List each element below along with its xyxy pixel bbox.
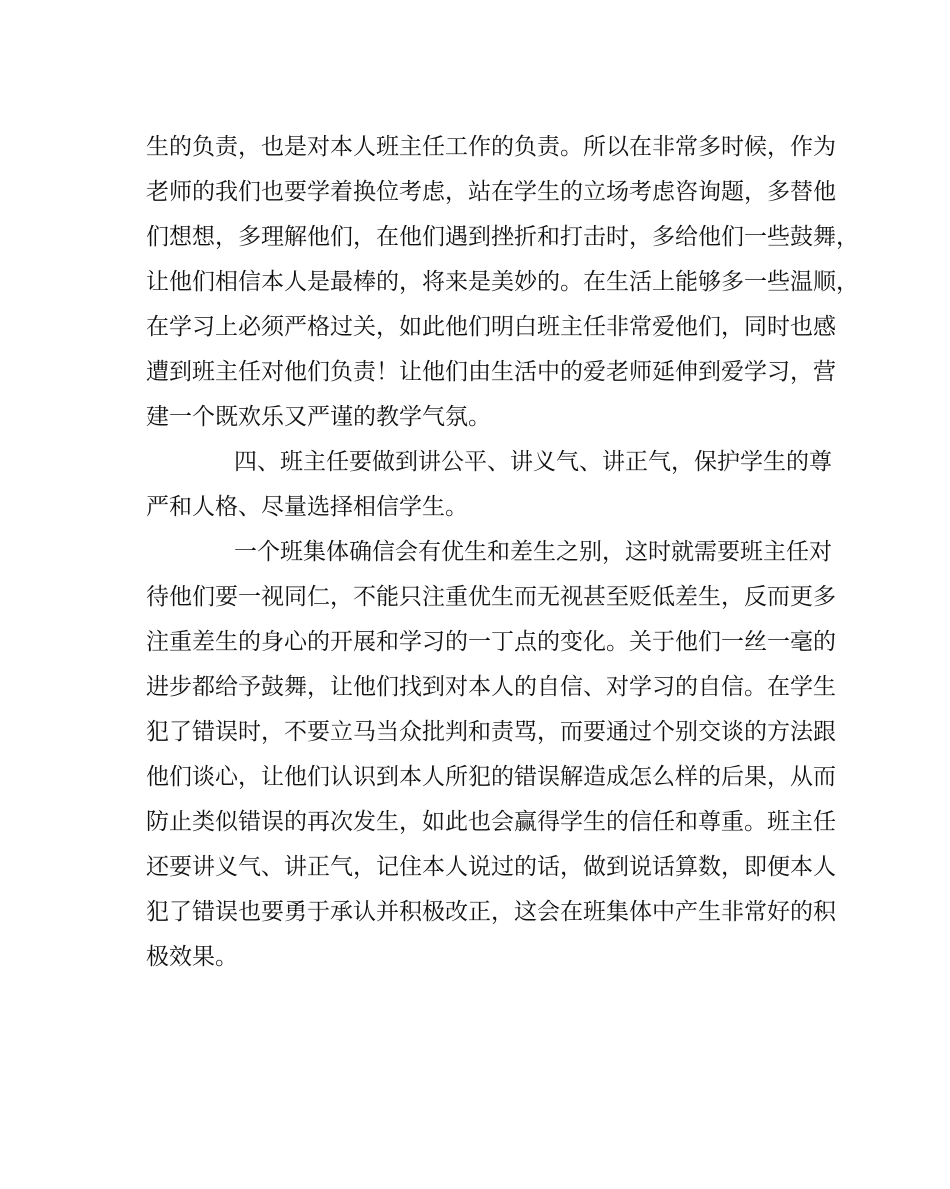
document-body (146, 125, 859, 980)
text-line: 遭到班主任对他们负责！让他们由生活中的爱老师延伸到爱学习，营 (146, 359, 836, 385)
text-line: 严和人格、尽量选择相信学生。 (146, 494, 468, 520)
text-line: 四、班主任要做到讲公平、讲义气、讲正气，保护学生的尊 (234, 449, 832, 475)
text-line: 犯了错误也要勇于承认并积极改正，这会在班集体中产生非常好的积 (146, 899, 836, 925)
text-line: 生的负责，也是对本人班主任工作的负责。所以在非常多时候，作为 (146, 134, 836, 160)
text-line: 注重差生的身心的开展和学习的一丁点的变化。关于他们一丝一毫的 (146, 629, 836, 655)
text-line: 在学习上必须严格过关，如此他们明白班主任非常爱他们，同时也感 (146, 314, 836, 340)
text-line: 们想想，多理解他们，在他们遇到挫折和打击时，多给他们一些鼓舞， (146, 224, 859, 250)
text-line: 老师的我们也要学着换位考虑，站在学生的立场考虑咨询题，多替他 (146, 179, 836, 205)
text-line: 让他们相信本人是最棒的，将来是美妙的。在生活上能够多一些温顺， (146, 269, 859, 295)
text-line: 进步都给予鼓舞，让他们找到对本人的自信、对学习的自信。在学生 (146, 674, 836, 700)
text-line: 建一个既欢乐又严谨的教学气氛。 (146, 404, 491, 430)
text-line: 犯了错误时，不要立马当众批判和责骂，而要通过个别交谈的方法跟 (146, 719, 836, 745)
text-line: 防止类似错误的再次发生，如此也会赢得学生的信任和尊重。班主任 (146, 809, 836, 835)
text-line: 还要讲义气、讲正气，记住本人说过的话，做到说话算数，即便本人 (146, 854, 836, 880)
text-line: 一个班集体确信会有优生和差生之别，这时就需要班主任对 (234, 539, 832, 565)
text-line: 待他们要一视同仁，不能只注重优生而无视甚至贬低差生，反而更多 (146, 584, 836, 610)
text-line: 极效果。 (146, 944, 238, 970)
text-line: 他们谈心，让他们认识到本人所犯的错误解造成怎么样的后果，从而 (146, 764, 836, 790)
